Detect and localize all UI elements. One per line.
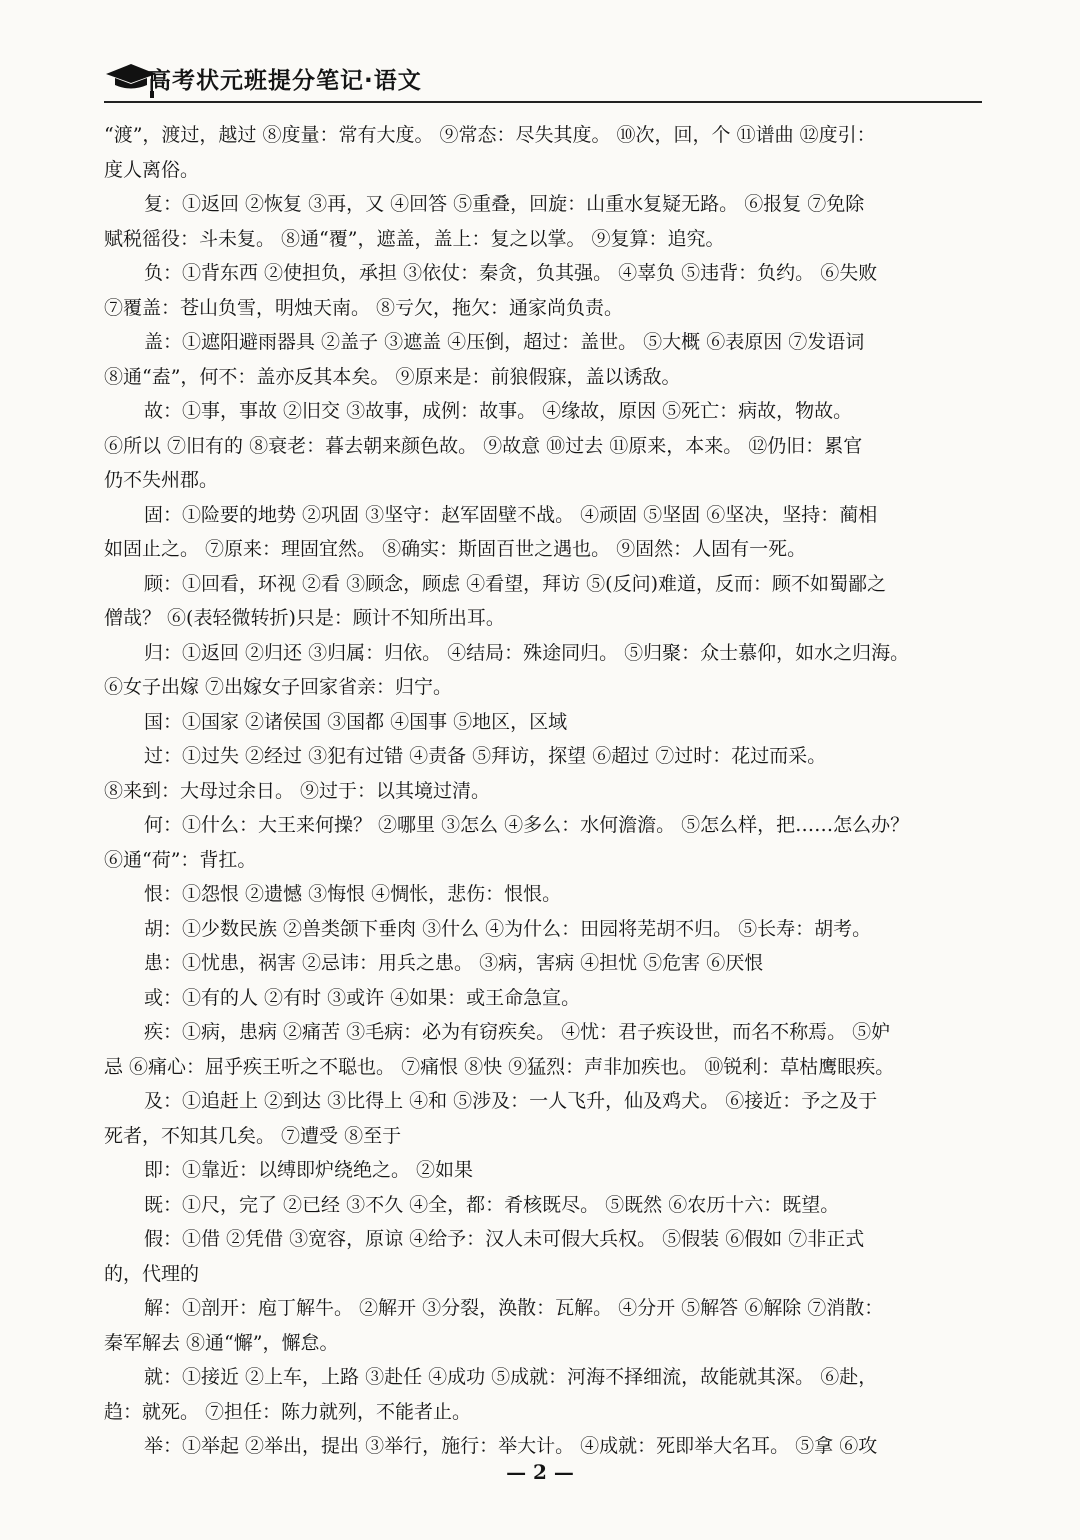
text-line: 秦军解去 ⑧通“懈”，懈怠。 — [104, 1331, 339, 1354]
text-line: 度人离俗。 — [104, 158, 200, 181]
text-line: ⑥女子出嫁 ⑦出嫁女子回家省亲：归宁。 — [104, 676, 453, 698]
text-line: “渡”，渡过，越过 ⑧度量：常有大度。 ⑨常态：尽失其度。 ⑩次，回，个 ⑪谱曲 ⑫度引： — [104, 124, 876, 146]
text-line: 忌 ⑥痛心：屈乎疾王听之不聪也。 ⑦痛恨 ⑧快 ⑨猛烈：声非加疾也。 ⑩锐利：草枯鹰眼疾。 — [104, 1055, 895, 1078]
text-line: ⑧来到：大母过余日。 ⑨过于：以其境过清。 — [104, 779, 491, 802]
text-line: 举：①举起 ②举出，提出 ③举行，施行：举大计。 ④成就：死即举大名耳。 ⑤拿 ⑥攻 — [144, 1435, 878, 1457]
text-line: 故：①事，事故 ②旧交 ③故事，成例：故事。 ④缘故，原因 ⑤死亡：病故，物故。 — [144, 400, 853, 422]
text-body — [104, 118, 982, 1464]
text-line: 就：①接近 ②上车，上路 ③赴任 ④成功 ⑤成就：河海不择细流，故能就其深。 ⑥赴， — [144, 1366, 878, 1388]
text-line: 复：①返回 ②恢复 ③再，又 ④回答 ⑤重叠，回旋：山重水复疑无路。 ⑥报复 ⑦免除 — [144, 193, 865, 215]
text-line: 过：①过失 ②经过 ③犯有过错 ④责备 ⑤拜访，探望 ⑥超过 ⑦过时：花过而采。 — [144, 745, 827, 767]
text-line: ⑦覆盖：苍山负雪，明烛天南。 ⑧亏欠，拖欠：通家尚负责。 — [104, 296, 624, 319]
text-line: 患：①忧患，祸害 ②忌讳：用兵之患。 ③病，害病 ④担忧 ⑤危害 ⑥厌恨 — [144, 952, 764, 974]
text-line: 固：①险要的地势 ②巩固 ③坚守：赵军固壁不战。 ④顽固 ⑤坚固 ⑥坚决，坚持：蔺相 — [144, 503, 878, 526]
text-line: 的，代理的 — [104, 1262, 200, 1285]
text-line: 如固止之。 ⑦原来：理固宜然。 ⑧确实：斯固百世之遇也。 ⑨固然：人固有一死。 — [104, 538, 807, 560]
text-line: 及：①追赶上 ②到达 ③比得上 ④和 ⑤涉及：一人飞升，仙及鸡犬。 ⑥接近：予之及于 — [144, 1090, 878, 1112]
text-line: ⑧通“盍”，何不：盖亦反其本矣。 ⑨原来是：前狼假寐，盖以诱敌。 — [104, 365, 681, 388]
text-line: 盖：①遮阳避雨器具 ②盖子 ③遮盖 ④压倒，超过：盖世。 ⑤大概 ⑥表原因 ⑦发语词 — [144, 331, 865, 353]
text-line: 假：①借 ②凭借 ③宽容，原谅 ④给予：汉人未可假大兵权。 ⑤假装 ⑥假如 ⑦非正式 — [144, 1228, 865, 1250]
text-line: 疾：①病，患病 ②痛苦 ③毛病：必为有窃疾矣。 ④忧：君子疾设世，而名不称焉。 ⑤妒 — [144, 1021, 891, 1043]
text-line: ⑥通“荷”：背扛。 — [104, 848, 257, 871]
text-line: 赋税徭役：斗未复。 ⑧通“覆”，遮盖，盖上：复之以掌。 ⑨复算：追究。 — [104, 227, 725, 250]
header-title: 高考状元班提分笔记·语文 — [148, 68, 422, 94]
text-line: 顾：①回看，环视 ②看 ③顾念，顾虑 ④看望，拜访 ⑤(反问)难道，反而：顾不如蜀鄙之 — [144, 572, 886, 595]
text-line: 恨：①怨恨 ②遗憾 ③悔恨 ④惆怅，悲伤：恨恨。 — [144, 883, 562, 905]
page-header — [104, 58, 982, 104]
text-line: 既：①尺，完了 ②已经 ③不久 ④全，都：肴核既尽。 ⑤既然 ⑥农历十六：既望。 — [144, 1193, 840, 1216]
text-line: 胡：①少数民族 ②兽类颌下垂肉 ③什么 ④为什么：田园将芜胡不归。 ⑤长寿：胡考。 — [144, 917, 872, 940]
text-line: 或：①有的人 ②有时 ③或许 ④如果：或王命急宣。 — [144, 986, 581, 1009]
text-line: 解：①剖开：庖丁解牛。 ②解开 ③分裂，涣散：瓦解。 ④分开 ⑤解答 ⑥解除 ⑦消散： — [144, 1297, 884, 1319]
header-divider — [104, 101, 982, 103]
text-line: 仍不失州郡。 — [104, 469, 219, 491]
text-line: 趋：就死。 ⑦担任：陈力就列，不能者止。 — [104, 1400, 472, 1423]
text-line: 归：①返回 ②归还 ③归属：归依。 ④结局：殊途同归。 ⑤归聚：众士慕仰，如水之归海。 — [144, 641, 910, 664]
text-line: 僧哉？ ⑥(表轻微转折)只是：顾计不知所出耳。 — [104, 607, 505, 629]
text-line: 即：①靠近：以缚即炉绕绝之。 ②如果 — [144, 1159, 474, 1181]
text-line: ⑥所以 ⑦旧有的 ⑧衰老：暮去朝来颜色故。 ⑨故意 ⑩过去 ⑪原来，本来。 ⑫仍旧：累官 — [104, 434, 863, 457]
text-line: 何：①什么：大王来何操？ ②哪里 ③怎么 ④多么：水何澹澹。 ⑤怎么样，把……怎么办？ — [144, 814, 910, 836]
text-line: 负：①背东西 ②使担负，承担 ③依仗：秦贪，负其强。 ④辜负 ⑤违背：负约。 ⑥失败 — [144, 262, 878, 284]
text-line: 死者，不知其几矣。 ⑦遭受 ⑧至于 — [104, 1124, 402, 1147]
page-number: — 2 — — [506, 1460, 574, 1484]
text-line: 国：①国家 ②诸侯国 ③国都 ④国事 ⑤地区，区域 — [144, 710, 568, 733]
